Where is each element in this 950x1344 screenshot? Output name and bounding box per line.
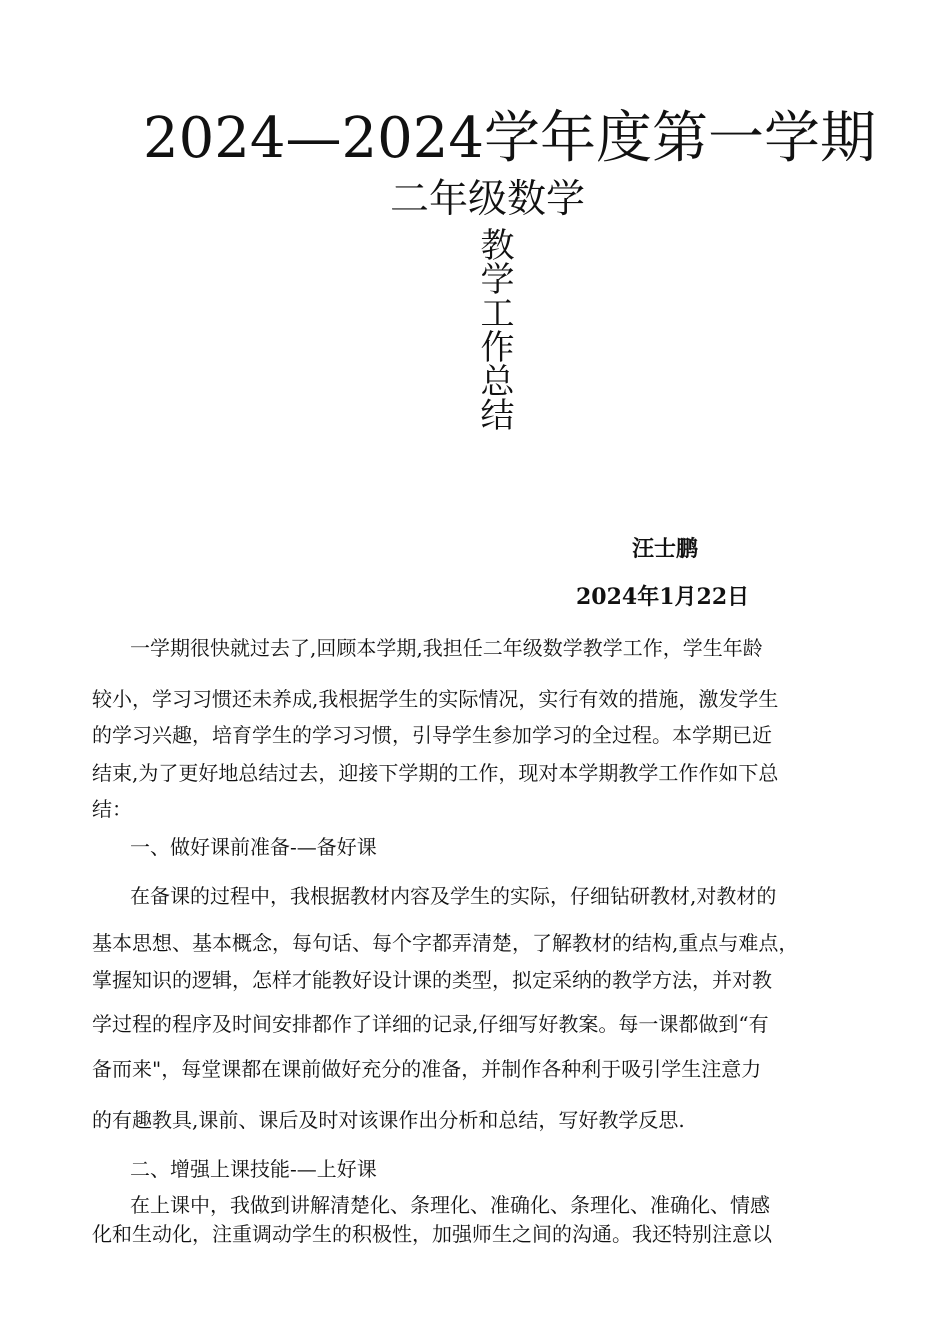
body-line-8: 掌握知识的逻辑，怎样才能教好设计课的类型，拟定采纳的教学方法，并对教: [92, 968, 772, 992]
body-line-3: 的学习兴趣，培育学生的学习习惯，引导学生参加学习的全过程。本学期已近: [92, 723, 772, 747]
section-heading-2: 二、增强上课技能-—上好课: [130, 1157, 377, 1181]
body-line-9: 学过程的程序及时间安排都作了详细的记录,仔细写好教案。每一课都做到“有: [92, 1012, 769, 1036]
document-vertical-title: 教学工作总结: [474, 227, 514, 431]
body-line-7: 基本思想、基本概念，每句话、每个字都弄清楚，了解教材的结构,重点与难点，: [92, 931, 799, 955]
body-line-4: 结束,为了更好地总结过去，迎接下学期的工作，现对本学期教学工作作如下总: [92, 761, 779, 785]
author-name: 汪士鹏: [632, 536, 699, 562]
body-line-10: 备而来"，每堂课都在课前做好充分的准备，并制作各种利于吸引学生注意力: [92, 1057, 762, 1081]
document-date: 2024年1月22日: [576, 584, 750, 610]
body-line-12: 在上课中，我做到讲解清楚化、条理化、准确化、条理化、准确化、情感: [130, 1193, 770, 1217]
document-title: 2024—2024学年度第一学期: [143, 106, 877, 171]
body-line-2: 较小，学习习惯还未养成,我根据学生的实际情况，实行有效的措施，激发学生: [92, 687, 779, 711]
body-line-13: 化和生动化，注重调动学生的积极性，加强师生之间的沟通。我还特别注意以: [92, 1222, 772, 1246]
document-subtitle: 二年级数学: [390, 177, 586, 222]
body-line-6: 在备课的过程中，我根据教材内容及学生的实际，仔细钻研教材,对教材的: [130, 884, 777, 908]
body-line-5: 结：: [92, 797, 132, 821]
body-line-1: 一学期很快就过去了,回顾本学期,我担任二年级数学教学工作，学生年龄: [130, 636, 763, 660]
body-line-11: 的有趣教具,课前、课后及时对该课作出分析和总结，写好教学反思.: [92, 1108, 685, 1132]
section-heading-1: 一、做好课前准备-—备好课: [130, 835, 377, 859]
